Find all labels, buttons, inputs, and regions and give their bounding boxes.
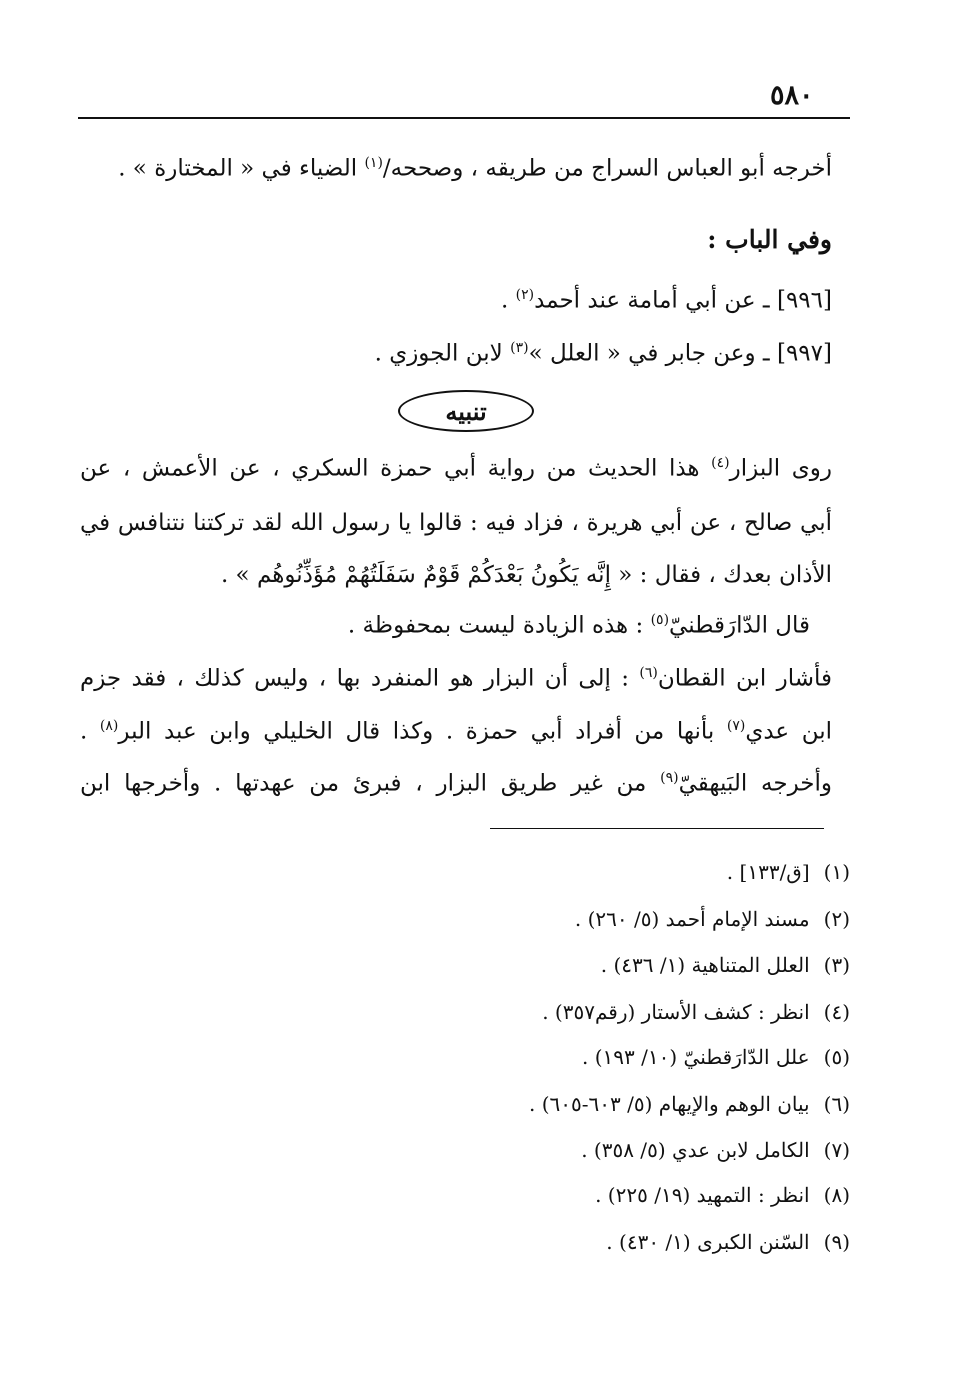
paragraph-line-4: قال الدّارَقطنيّ$^{(٥)}$ : هذه الزيادة ليست بمحفوظة . [347, 612, 810, 639]
footnote-6: (٦)بيان الوهم والإيهام (٥/ ٦٠٣-٦٠٥) . [529, 1092, 850, 1116]
body-line-1: أخرجه أبو العباس السراج من طريقه ، وصححه/$^{(١)}$ الضياء في « المختارة » . [118, 155, 832, 182]
footnote-ref-7: (٧) [726, 718, 746, 734]
footnote-9: (٩)السّنن الكبرى (١/ ٤٣٠) . [606, 1230, 850, 1254]
footnote-ref-9: (٩) [660, 770, 679, 786]
footnote-4: (٤)انظر : كشف الأستار (رقم٣٥٧) . [542, 1000, 850, 1024]
paragraph-line-1: روى البزار$^{(٤)}$ هذا الحديث من رواية أبي حمزة السكري ، عن الأعمش ، عن [80, 455, 833, 482]
footnote-ref-5: (٥) [650, 612, 670, 628]
footnote-ref-1: (١) [364, 155, 383, 171]
footnote-2: (٢)مسند الإمام أحمد (٥/ ٢٦٠) . [574, 907, 850, 931]
footnote-ref-6: (٦) [639, 665, 658, 681]
footnote-8: (٨)انظر : التمهيد (١٩/ ٢٢٥) . [595, 1183, 850, 1207]
paragraph-line-2: أبي صالح ، عن أبي هريرة ، فزاد فيه : قالوا يا رسول الله لقد تركتنا نتنافس في [80, 510, 832, 536]
hadith-item-997: [٩٩٧] ـ وعن جابر في « العلل »$^{(٣)}$ لابن الجوزي . [374, 340, 832, 367]
footnote-ref-2: (٢) [515, 287, 535, 303]
paragraph-line-5: فأشار ابن القطان$^{(٦)}$ : إلى أن البزار هو المنفرد بها ، وليس كذلك ، فقد جزم [80, 665, 832, 692]
footnote-5: (٥)علل الدّارَقطنيّ (١٠/ ١٩٣) . [582, 1045, 850, 1069]
tanbih-badge [398, 390, 534, 432]
page-number: ٥٨٠ [770, 80, 814, 111]
hadith-item-996: [٩٩٦] ـ عن أبي أمامة عند أحمد$^{(٢)}$ . [501, 287, 832, 314]
tanbih-label: تنبيه [445, 396, 487, 426]
footnote-ref-8: (٨) [99, 718, 119, 734]
paragraph-line-7: وأخرجه البَيهقيّ$^{(٩)}$ من غير طريق البزار ، فبرئ من عهدتها . وأخرجها ابن [80, 770, 832, 797]
header-rule [78, 117, 850, 119]
footnote-ref-4: (٤) [711, 455, 730, 471]
footnote-7: (٧)الكامل لابن عدي (٥/ ٣٥٨) . [581, 1138, 850, 1162]
footnote-3: (٣)العلل المتناهية (١/ ٤٣٦) . [600, 953, 850, 977]
footnote-ref-3: (٣) [510, 340, 529, 356]
section-heading: وفي الباب : [707, 225, 832, 254]
footnote-1: (١)[ق/١٣٣] . [726, 860, 850, 884]
paragraph-line-6: ابن عدي$^{(٧)}$ بأنها من أفراد أبي حمزة . وكذا قال الخليلي وابن عبد البر$^{(٨)}$ . [80, 718, 832, 745]
footnote-rule [490, 828, 824, 829]
paragraph-line-3: الأذان بعدك ، فقال : « إِنَّه يَكُونُ بَعْدَكُمْ قَوْمٌ سَفَلَتُهُمْ مُؤَذِّنُوهُم » . [220, 562, 832, 588]
